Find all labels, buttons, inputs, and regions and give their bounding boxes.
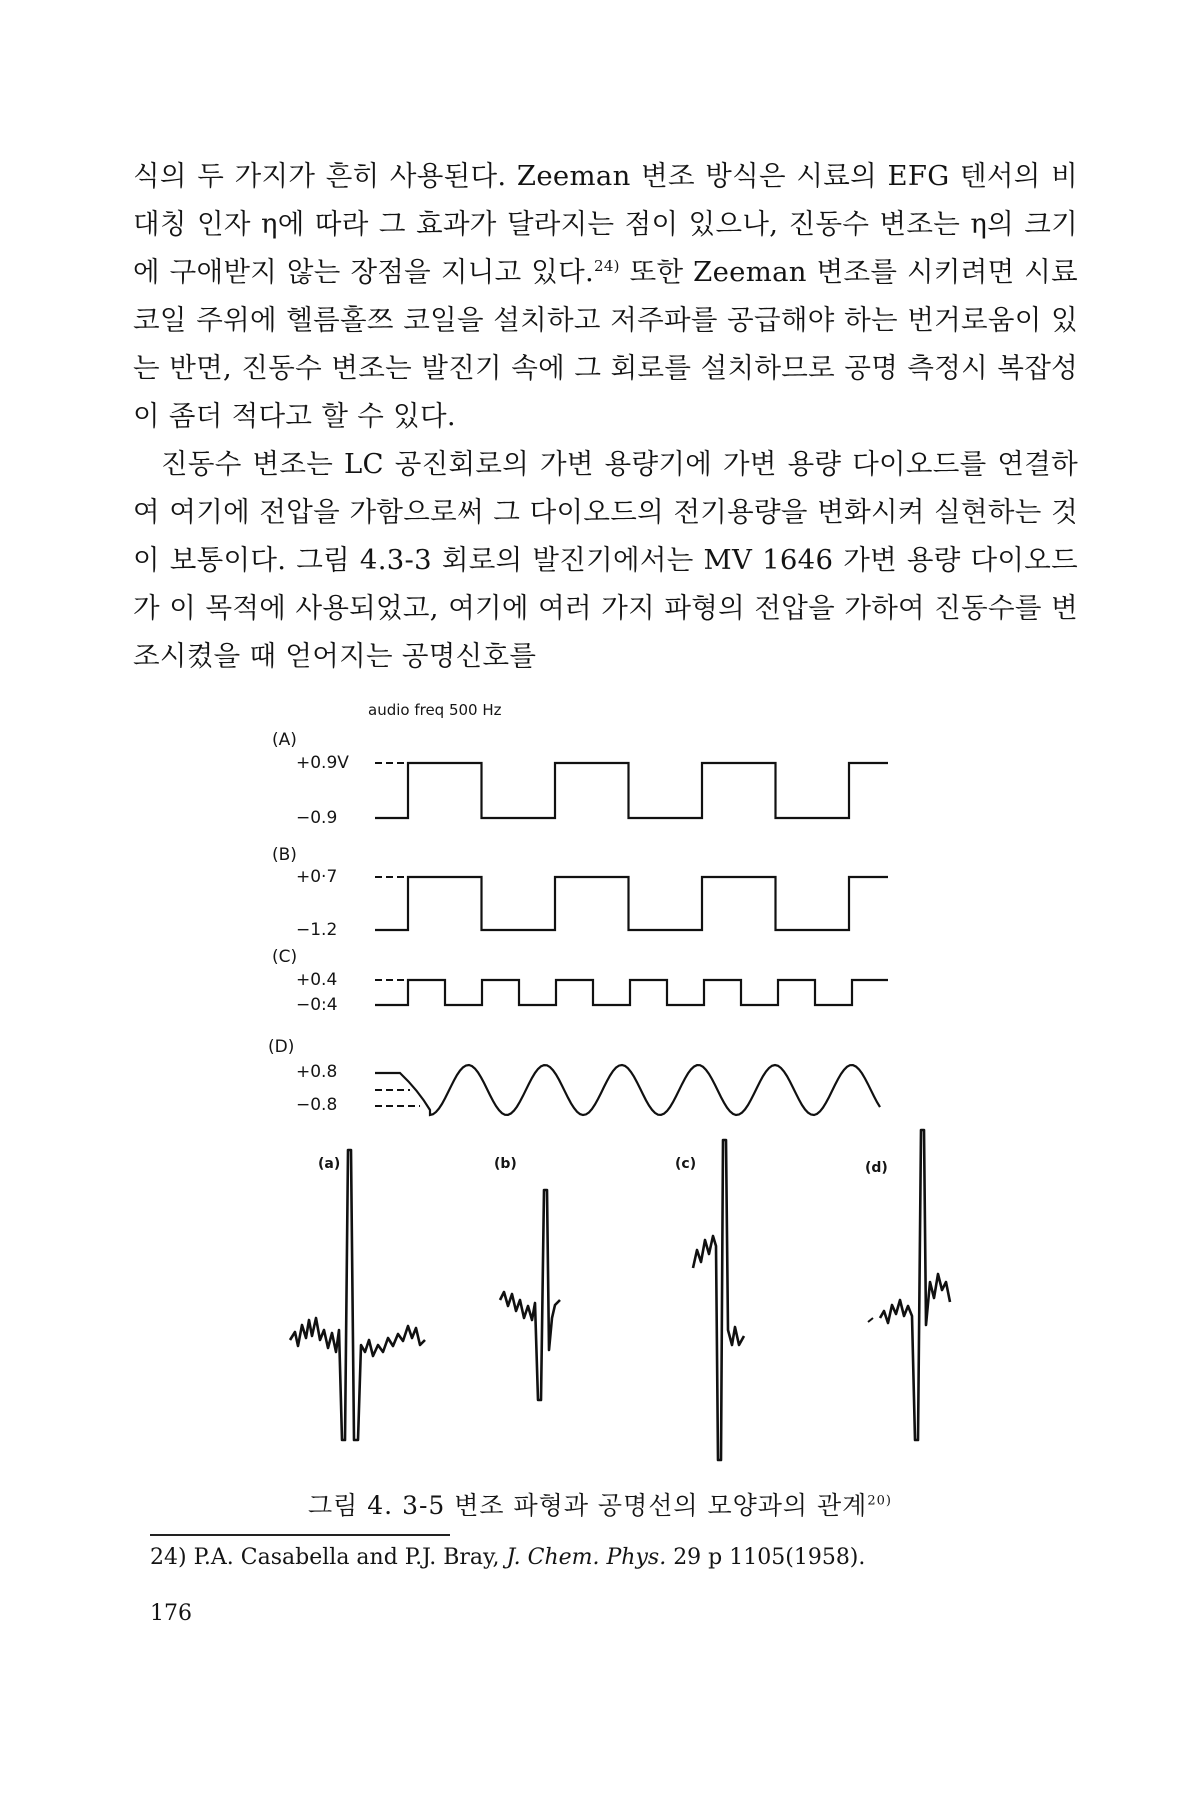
signal-b-label: (b) bbox=[494, 1156, 517, 1172]
waveform-a-reference-dashes bbox=[375, 763, 408, 818]
audio-frequency-label: audio freq 500 Hz bbox=[368, 701, 502, 719]
signal-a-label: (a) bbox=[318, 1156, 341, 1172]
waveform-a-lower-level: −0.9 bbox=[296, 808, 338, 828]
waveform-c-label: (C) bbox=[272, 947, 298, 967]
waveform-c-lower-level: −0:4 bbox=[296, 995, 338, 1015]
figure-caption: 그림 4. 3-5 변조 파형과 공명선의 모양과의 관계$^{20)}$ bbox=[308, 1491, 892, 1520]
waveform-d-reference-dashes bbox=[375, 1073, 420, 1106]
waveform-b-trace bbox=[375, 877, 888, 930]
signal-d-noise-fragment bbox=[868, 1318, 873, 1322]
caption-citation-20[interactable]: 20) bbox=[867, 1493, 892, 1509]
waveform-a-trace bbox=[375, 763, 888, 818]
citation-24[interactable]: 24) bbox=[594, 256, 620, 275]
signal-c-trace bbox=[693, 1140, 744, 1460]
signal-a-trace bbox=[290, 1150, 425, 1440]
waveform-b-reference-dashes bbox=[375, 877, 408, 930]
footnote-24 bbox=[150, 1545, 865, 1570]
waveform-a-label: (A) bbox=[272, 730, 297, 750]
paragraph-2: 진동수 변조는 LC 공진회로의 가변 용량기에 가변 용량 다이오드를 연결하여 여기에 전압을 가함으로써 그 다이오드의 전기용량을 변화시켜 실현하는 것이 보통이다. 그림 4.3-3 회로의 발진기에서는 MV 1646 가변 용량 다이오드가 이 목적에 사용되었고, 여기에 여러 가지 파형의 전압을 가하여 진동수를 변조시켰을 때 얻어지는 공명신호를 bbox=[133, 448, 1078, 672]
footnote-number: 24) bbox=[150, 1545, 187, 1570]
paragraph-1: 식의 두 가지가 흔히 사용된다. Zeeman 변조 방식은 시료의 EFG 텐서의 비대칭 인자 η에 따라 그 효과가 달라지는 점이 있으나, 진동수 변조는 η의 크기에 구애받지 않는 장점을 지니고 있다.$^{24)}$ 또한 Zeeman 변조를 시키려면 시료 코일 주위에 헬름홀쯔 코일을 설치하고 저주파를 공급해야 하는 번거로움이 있는 반면, 진동수 변조는 발진기 속에 그 회로를 설치하므로 공명 측정시 복잡성이 좀더 적다고 할 수 있다. bbox=[133, 160, 1078, 432]
waveform-b-upper-level: +0·7 bbox=[296, 867, 338, 887]
footnote-authors: P.A. Casabella and P.J. Bray, bbox=[193, 1545, 500, 1570]
waveform-d-upper-level: +0.8 bbox=[296, 1062, 338, 1082]
signal-c-label: (c) bbox=[675, 1156, 697, 1172]
waveform-d-trace bbox=[375, 1065, 880, 1115]
footnote-details: 29 p 1105(1958). bbox=[673, 1545, 866, 1570]
waveform-d-lower-level: −0.8 bbox=[296, 1095, 338, 1115]
footnote-rule bbox=[150, 1534, 450, 1536]
waveform-b-lower-level: −1.2 bbox=[296, 920, 338, 940]
signal-d-label: (d) bbox=[865, 1160, 888, 1176]
page-number: 176 bbox=[150, 1601, 192, 1626]
signal-b-trace bbox=[500, 1190, 560, 1400]
waveform-a-upper-level: +0.9V bbox=[296, 753, 349, 773]
waveform-c-reference-dashes bbox=[375, 980, 408, 1005]
waveform-b-label: (B) bbox=[272, 845, 297, 865]
waveform-c-trace bbox=[375, 980, 888, 1005]
waveform-d-label: (D) bbox=[268, 1037, 295, 1057]
signal-d-trace bbox=[880, 1130, 950, 1440]
waveform-c-upper-level: +0.4 bbox=[296, 970, 338, 990]
footnote-journal: J. Chem. Phys. bbox=[506, 1545, 667, 1570]
